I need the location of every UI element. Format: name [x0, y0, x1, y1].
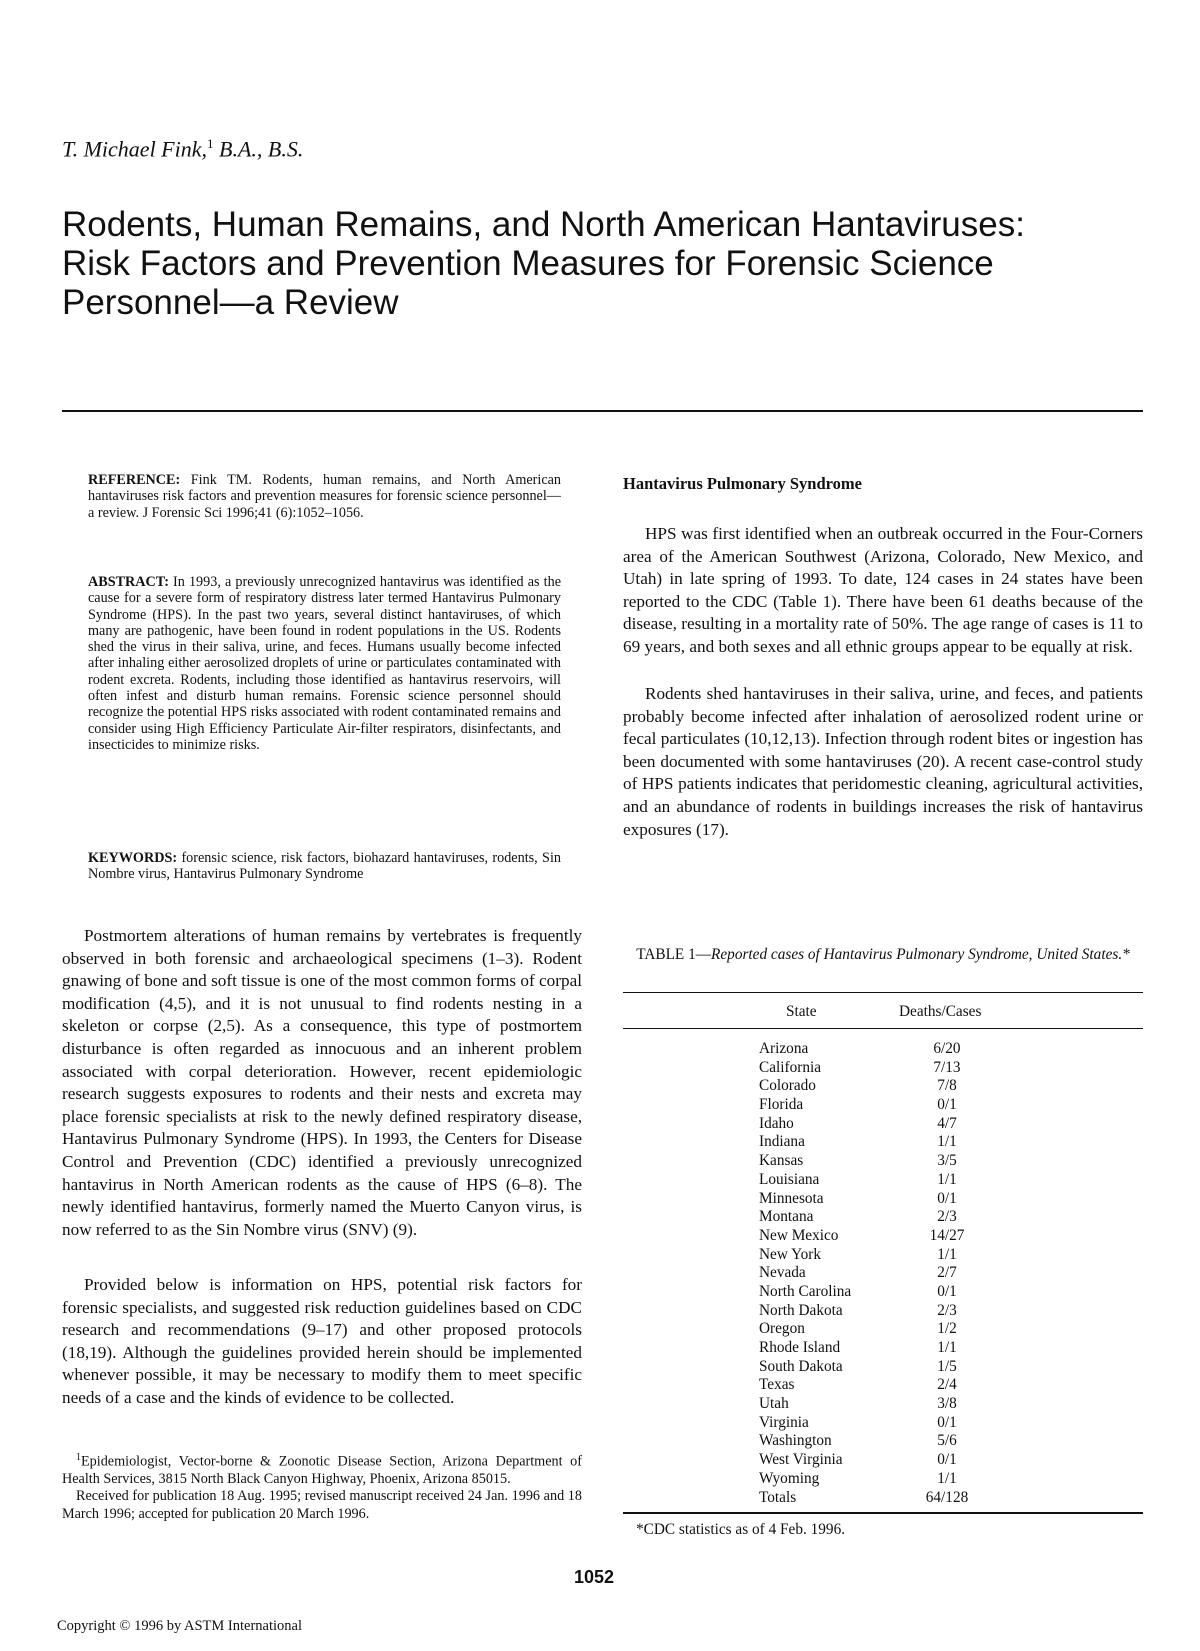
table-cell-deaths-cases: 1/1	[937, 1469, 957, 1487]
table-caption	[623, 946, 1143, 964]
table-cell-deaths-cases: 0/1	[937, 1451, 957, 1469]
table-row	[759, 1040, 1009, 1059]
table-cell-state: Louisiana	[759, 1170, 820, 1188]
table-cell-deaths-cases: 1/5	[937, 1357, 957, 1375]
reference-label: REFERENCE:	[88, 472, 181, 488]
table-cell-deaths-cases: 7/8	[937, 1077, 957, 1095]
section-heading-hps: Hantavirus Pulmonary Syndrome	[623, 474, 862, 493]
table-cell-state: West Virginia	[759, 1451, 843, 1469]
table-cell-state: Totals	[759, 1488, 797, 1506]
table-cell-state: New York	[759, 1245, 822, 1263]
reference-text: Fink TM. Rodents, human remains, and North American hantaviruses risk factors and prevention measures for forensic science personnel—a review. J Forensic Sci 1996;41 (6):1052–1056.	[88, 472, 562, 521]
table-row	[759, 1115, 1009, 1134]
table-caption-prefix: TABLE 1—	[636, 946, 712, 963]
keywords-block	[88, 850, 561, 883]
reference-block	[88, 472, 561, 521]
footnote-received: Received for publication 18 Aug. 1995; revised manuscript received 24 Jan. 1996 and 18 March 1996; accepted for publication 20 March 1996.	[62, 1488, 582, 1522]
footnote-affiliation	[62, 1449, 582, 1488]
intro-paragraph-2: Provided below is information on HPS, potential risk factors for forensic specialists, and suggested risk reduction guidelines based on CDC research and recommendations (9–17) and other proposed protocols (18,19). Although the guidelines provided herein should be implemented whenever possible, it may be necessary to modify them to meet specific needs of a case and the kinds of evidence to be collected.	[62, 1275, 582, 1407]
table-row	[759, 1059, 1009, 1078]
table-row	[759, 1302, 1009, 1321]
table-cell-state: North Dakota	[759, 1301, 843, 1319]
table-row	[759, 1077, 1009, 1096]
table-row	[759, 1395, 1009, 1414]
table-cell-deaths-cases: 0/1	[937, 1282, 957, 1300]
table-row	[759, 1152, 1009, 1171]
table-cell-state: California	[759, 1058, 822, 1076]
table-cell-state: Rhode Island	[759, 1339, 841, 1356]
table-cell-state: Kansas	[759, 1152, 804, 1170]
table-cell-deaths-cases: 2/3	[937, 1208, 957, 1226]
table-bottom-rule	[623, 1512, 1143, 1514]
table-row	[759, 1358, 1009, 1377]
table-cell-state: New Mexico	[759, 1226, 839, 1244]
table-cell-state: Texas	[759, 1376, 795, 1394]
abstract-text: In 1993, a previously unrecognized hantavirus was identified as the cause for a severe form of respiratory distress later termed Hantavirus Pulmonary Syndrome (HPS). In the past two years, several distinct hantaviruses, of which many are pathogenic, have been found in rodent populations in the US. Rodents shed the virus in their saliva, urine, and feces. Humans usually become infected after inhaling either aerosolized droplets of urine or particulates contaminated with rodent excreta. Rodents, including those identified as hantavirus reservoirs, will often infest and disturb human remains. Forensic science personnel should recognize the potential HPS risks associated with rodent contaminated remains and consider using High Efficiency Particulate Air-filter respirators, disinfectants, and insecticides to minimize risks.	[88, 574, 562, 753]
table-cell-state: Virginia	[759, 1413, 809, 1431]
table-row	[759, 1489, 1009, 1508]
table-row	[759, 1320, 1009, 1339]
author-name: T. Michael Fink,	[62, 136, 207, 162]
table-cell-deaths-cases: 4/7	[937, 1114, 957, 1132]
footnote-affiliation-text: Epidemiologist, Vector-borne & Zoonotic Disease Section, Arizona Department of Health Services, 3815 North Black Canyon Highway, Phoenix, Arizona 85015.	[62, 1453, 582, 1488]
table-top-rule	[623, 992, 1143, 993]
author-line	[62, 136, 303, 162]
table-caption-title: Reported cases of Hantavirus Pulmonary Syndrome, United States.*	[711, 946, 1130, 963]
footnote	[62, 1449, 582, 1523]
table-row	[759, 1096, 1009, 1115]
table-cell-deaths-cases: 2/4	[937, 1376, 957, 1394]
table-cell-state: Nevada	[759, 1264, 806, 1282]
table-cell-state: Minnesota	[759, 1189, 824, 1207]
table-body	[759, 1040, 1009, 1507]
abstract-block	[88, 574, 561, 753]
table-cell-deaths-cases: 1/1	[937, 1245, 957, 1263]
table-cell-deaths-cases: 1/1	[937, 1339, 957, 1356]
table-row	[759, 1190, 1009, 1209]
table-cell-state: South Dakota	[759, 1357, 843, 1375]
table-cell-deaths-cases: 1/1	[937, 1170, 957, 1188]
abstract-label: ABSTRACT:	[88, 574, 169, 590]
table-cell-state: Montana	[759, 1208, 814, 1226]
table-row	[759, 1208, 1009, 1227]
table-cell-deaths-cases: 7/13	[933, 1058, 961, 1076]
table-row	[759, 1133, 1009, 1152]
table-note: *CDC statistics as of 4 Feb. 1996.	[636, 1521, 846, 1538]
table-cell-deaths-cases: 3/8	[937, 1395, 957, 1413]
table-cell-deaths-cases: 64/128	[925, 1488, 969, 1506]
table-cell-state: Idaho	[759, 1114, 794, 1132]
table-row	[759, 1339, 1009, 1358]
keywords-label: KEYWORDS:	[88, 850, 178, 866]
table-row	[759, 1227, 1009, 1246]
table-header-deaths-cases: Deaths/Cases	[899, 1003, 982, 1020]
title-divider	[62, 410, 1143, 412]
copyright-notice: Copyright © 1996 by ASTM International	[57, 1618, 303, 1634]
table-header-rule	[623, 1028, 1143, 1029]
table-cell-deaths-cases: 14/27	[929, 1226, 965, 1244]
title-line-3: Personnel—a Review	[62, 283, 399, 322]
title-line-1: Rodents, Human Remains, and North American Hantaviruses:	[62, 205, 1025, 244]
table-cell-deaths-cases: 0/1	[937, 1413, 957, 1431]
keywords-text: forensic science, risk factors, biohazard hantaviruses, rodents, Sin Nombre virus, Hantavirus Pulmonary Syndrome	[88, 850, 561, 883]
table-cell-state: Utah	[759, 1395, 789, 1413]
table-row	[759, 1470, 1009, 1489]
table-cell-state: Oregon	[759, 1320, 805, 1338]
table-row	[759, 1246, 1009, 1265]
article-title	[62, 205, 1142, 322]
table-cell-state: North Carolina	[759, 1282, 852, 1300]
page-number: 1052	[574, 1567, 615, 1587]
table-row	[759, 1264, 1009, 1283]
table-cell-state: Arizona	[759, 1040, 809, 1057]
table-row	[759, 1451, 1009, 1470]
hps-paragraph-2: Rodents shed hantaviruses in their saliva, urine, and feces, and patients probably become infected after inhalation of aerosolized rodent urine or fecal particulates (10,12,13). Infection through rodent bites or ingestion has been documented with some hantaviruses (20). A recent case-control study of HPS patients indicates that peridomestic cleaning, agricultural activities, and an abundance of rodents in buildings increases the risk of hantavirus exposures (17).	[623, 684, 1143, 839]
table-header-state: State	[786, 1003, 817, 1020]
table-cell-deaths-cases: 5/6	[937, 1432, 957, 1450]
table-cell-deaths-cases: 2/7	[937, 1264, 957, 1282]
table-row	[759, 1283, 1009, 1302]
title-line-2: Risk Factors and Prevention Measures for Forensic Science	[62, 244, 994, 283]
author-footnote-mark: 1	[207, 136, 214, 151]
table-row	[759, 1414, 1009, 1433]
table-cell-deaths-cases: 0/1	[937, 1189, 957, 1207]
table-cell-state: Wyoming	[759, 1469, 820, 1487]
table-row	[759, 1432, 1009, 1451]
table-cell-deaths-cases: 6/20	[933, 1040, 961, 1057]
table-cell-state: Washington	[759, 1432, 832, 1450]
table-cell-deaths-cases: 2/3	[937, 1301, 957, 1319]
footnote-mark: 1	[76, 1452, 81, 1463]
table-cell-deaths-cases: 3/5	[937, 1152, 957, 1170]
hps-paragraph-1: HPS was first identified when an outbreak occurred in the Four-Corners area of the American Southwest (Arizona, Colorado, New Mexico, and Utah) in late spring of 1993. To date, 124 cases in 24 states have been reported to the CDC (Table 1). There have been 61 deaths because of the disease, resulting in a mortality rate of 50%. The age range of cases is 11 to 69 years, and both sexes and all ethnic groups appear to be equally at risk.	[623, 524, 1143, 656]
table-cell-state: Colorado	[759, 1077, 816, 1095]
table-cell-state: Indiana	[759, 1133, 805, 1151]
table-cell-deaths-cases: 1/1	[937, 1133, 957, 1151]
table-row	[759, 1376, 1009, 1395]
intro-paragraph-1: Postmortem alterations of human remains by vertebrates is frequently observed in both forensic and archaeological specimens (1–3). Rodent gnawing of bone and soft tissue is one of the most common forms of corpal modification (4,5), and it is not unusual to find rodents nesting in a skeleton or corpse (2,5). As a consequence, this type of postmortem disturbance is often regarded as innocuous and an inherent problem associated with corpal deterioration. However, recent epidemiologic research suggests exposures to rodents and their nests and excreta may place forensic specialists at risk to the newly defined respiratory disease, Hantavirus Pulmonary Syndrome (HPS). In 1993, the Centers for Disease Control and Prevention (CDC) identified a previously unrecognized hantavirus in North American rodents as the cause of HPS (6–8). The newly identified hantavirus, formerly named the Muerto Canyon virus, is now referred to as the Sin Nombre virus (SNV) (9).	[62, 926, 582, 1239]
author-degrees: B.A., B.S.	[219, 136, 304, 162]
table-row	[759, 1171, 1009, 1190]
table-cell-state: Florida	[759, 1096, 804, 1114]
table-cell-deaths-cases: 0/1	[937, 1096, 957, 1114]
table-cell-deaths-cases: 1/2	[937, 1320, 957, 1338]
